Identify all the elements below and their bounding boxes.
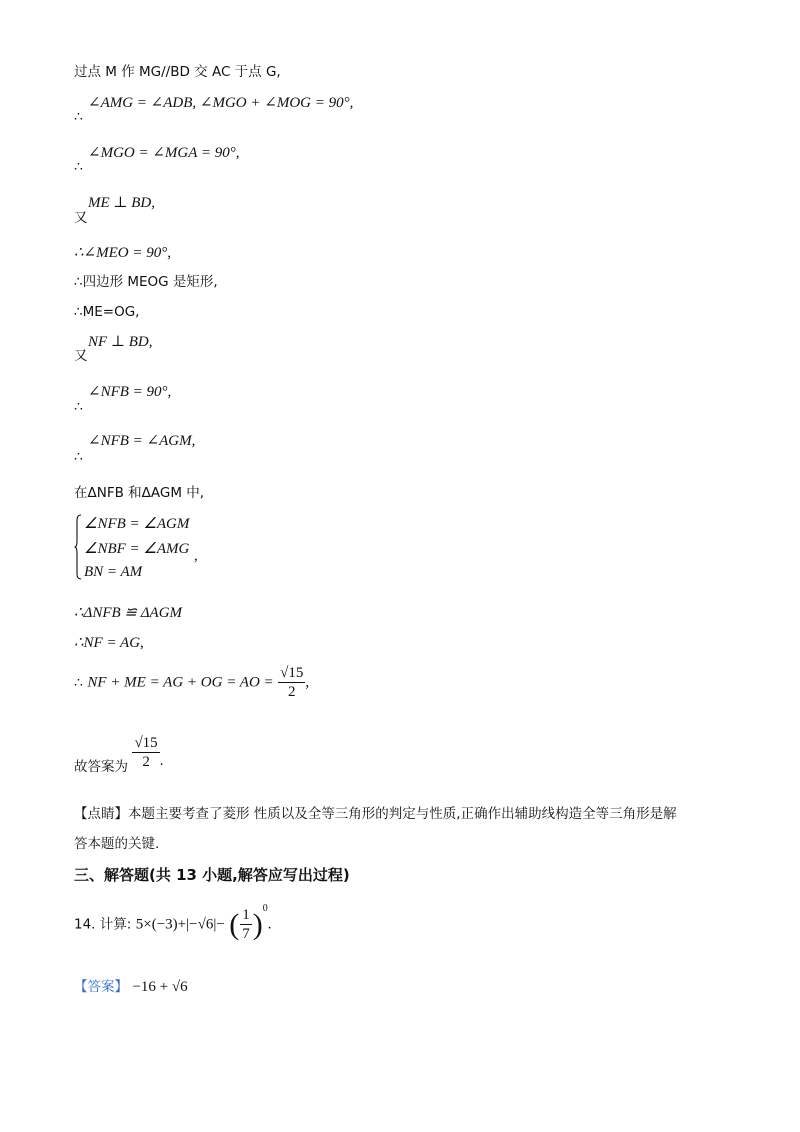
you-word: 又 bbox=[74, 348, 88, 364]
line-2-formula: ∠AMG = ∠ADB, ∠MGO + ∠MOG = 90° bbox=[88, 95, 350, 111]
text-line-15 bbox=[74, 736, 163, 775]
therefore-symbol: ∴ bbox=[74, 675, 83, 691]
line-13-text: ∴NF = AG, bbox=[74, 635, 144, 651]
line-1-text: 过点 M 作 MG//BD 交 AC 于点 G, bbox=[74, 64, 281, 80]
fraction-numerator: √15 bbox=[134, 735, 158, 751]
line-8-formula: NF ⊥ BD, bbox=[88, 334, 153, 350]
text-line-13 bbox=[74, 636, 144, 651]
text-line-7 bbox=[74, 306, 139, 320]
text-line-6 bbox=[74, 276, 218, 290]
system-eq-2: ∠NBF = ∠AMG bbox=[84, 541, 190, 557]
text-line-14 bbox=[74, 666, 309, 700]
comment-text-2: 答本题的关键. bbox=[74, 836, 160, 852]
system-eq-3: BN = AM bbox=[84, 564, 143, 580]
answer-value: −16 + √6 bbox=[132, 979, 188, 995]
therefore-2 bbox=[74, 110, 83, 124]
line-9-formula: ∠NFB = 90°, bbox=[88, 384, 172, 400]
line-4-formula: ME ⊥ BD, bbox=[88, 195, 156, 211]
question-period: . bbox=[267, 916, 272, 933]
line-6-text: ∴四边形 MEOG 是矩形, bbox=[74, 274, 218, 290]
text-line-5 bbox=[74, 246, 171, 261]
therefore-symbol: ∴ bbox=[74, 399, 83, 415]
you-8 bbox=[74, 350, 88, 364]
question-expression: 5×(−3)+|−√6|− bbox=[135, 916, 225, 933]
comment-line-2 bbox=[74, 838, 159, 852]
text-line-10 bbox=[74, 434, 195, 449]
system-eq-1: ∠NFB = ∠AGM bbox=[84, 516, 190, 532]
question-14 bbox=[74, 904, 272, 942]
fraction-one-seventh bbox=[240, 908, 252, 942]
text-line-2 bbox=[74, 96, 353, 111]
left-brace-icon bbox=[74, 514, 82, 580]
text-line-1 bbox=[74, 66, 281, 80]
text-line-9 bbox=[74, 385, 171, 400]
you-4 bbox=[74, 212, 88, 226]
comment-text-1: 【点睛】本题主要考查了菱形 性质以及全等三角形的判定与性质,正确作出辅助线构造全等三角形是解 bbox=[74, 806, 677, 822]
line-12-text: ∴ΔNFB ≌ ΔAGM bbox=[74, 605, 183, 621]
you-word: 又 bbox=[74, 210, 88, 226]
therefore-symbol: ∴ bbox=[74, 449, 83, 465]
text-line-4 bbox=[74, 196, 155, 211]
right-paren-icon: ) bbox=[252, 908, 263, 941]
fraction-numerator: √15 bbox=[280, 665, 304, 681]
text-line-12 bbox=[74, 606, 182, 621]
section-title: 三、解答题(共 13 小题,解答应写出过程) bbox=[74, 866, 350, 884]
line-5-text: ∴∠MEO = 90°, bbox=[74, 245, 171, 261]
answer-line bbox=[74, 980, 188, 995]
line-15-period: . bbox=[159, 753, 164, 769]
therefore-3 bbox=[74, 160, 83, 174]
therefore-symbol: ∴ bbox=[74, 159, 83, 175]
comment-line-1 bbox=[74, 808, 677, 822]
exponent: 0 bbox=[262, 903, 268, 914]
question-number: 14. 计算: bbox=[74, 916, 132, 933]
answer-label: 【答案】 bbox=[74, 979, 128, 995]
therefore-symbol: ∴ bbox=[74, 109, 83, 125]
therefore-9 bbox=[74, 400, 83, 414]
line-11-text: 在ΔNFB 和ΔAGM 中, bbox=[74, 485, 205, 501]
fraction-sqrt15-over-2 bbox=[278, 666, 305, 700]
system-comma: , bbox=[194, 548, 198, 564]
section-heading bbox=[74, 868, 350, 883]
left-paren-icon: ( bbox=[229, 908, 240, 941]
text-line-11 bbox=[74, 487, 204, 501]
therefore-10 bbox=[74, 450, 83, 464]
fraction-answer bbox=[132, 736, 159, 770]
fraction-denominator: 7 bbox=[242, 926, 250, 942]
line-3-formula: ∠MGO = ∠MGA = 90°, bbox=[88, 145, 240, 161]
equation-system bbox=[74, 514, 274, 582]
text-line-3 bbox=[74, 146, 240, 161]
line-14-comma: , bbox=[305, 674, 310, 691]
answer-is-text: 故答案为 bbox=[74, 759, 128, 775]
line-14-formula: NF + ME = AG + OG = AO = bbox=[87, 674, 274, 691]
fraction-denominator: 2 bbox=[142, 754, 150, 770]
line-7-text: ∴ME=OG, bbox=[74, 304, 140, 320]
fraction-denominator: 2 bbox=[288, 684, 296, 700]
line-10-formula: ∠NFB = ∠AGM, bbox=[88, 433, 196, 449]
fraction-numerator: 1 bbox=[242, 907, 250, 923]
line-2-comma: , bbox=[349, 95, 354, 111]
